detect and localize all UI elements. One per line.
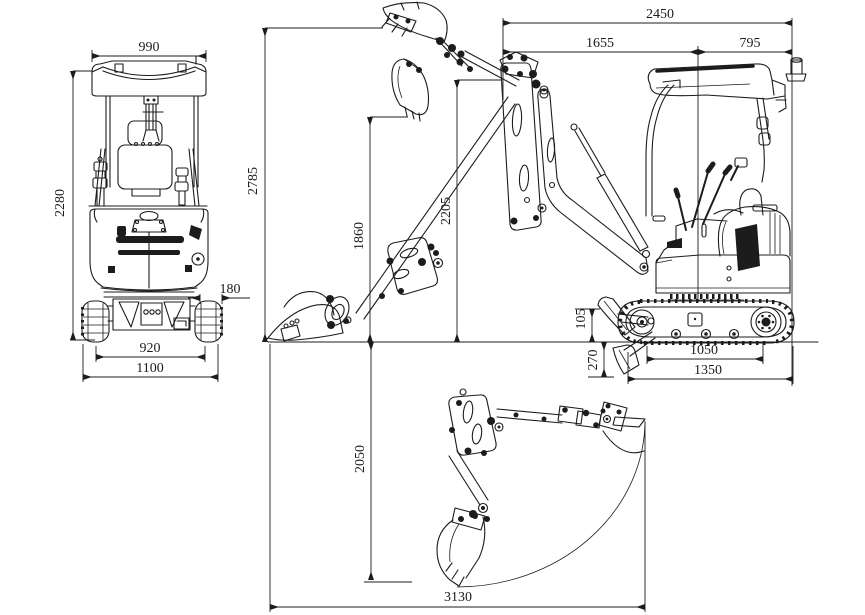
side-dimensions [265, 18, 793, 612]
dim-label-max-dig-depth: 2050 [353, 445, 368, 473]
dim-label-overall-track-width: 1100 [136, 361, 164, 376]
bucket-max-reach [599, 402, 645, 453]
dim-label-overall-length: 2450 [646, 7, 674, 22]
side-frame [656, 255, 790, 300]
underground-arm-right [497, 406, 611, 428]
dim-label-track-shoe-width: 180 [219, 282, 241, 297]
dim-label-blade-lift-height: 105 [574, 308, 589, 330]
front-canopy-posts [106, 96, 198, 187]
front-track-right [195, 301, 222, 342]
front-canopy [92, 56, 206, 96]
control-levers [676, 158, 747, 230]
engine-hood [718, 207, 790, 271]
front-undercarriage [104, 292, 195, 330]
front-track-left [82, 301, 109, 342]
dim-label-overall-height: 2280 [53, 189, 68, 217]
side-canopy [646, 58, 806, 221]
dim-label-track-overall-length: 1350 [694, 363, 722, 378]
dim-label-tail-length: 795 [739, 36, 761, 51]
operator-seat [714, 189, 777, 215]
dim-label-front-section-length: 1655 [586, 36, 614, 51]
front-boom-cylinder [143, 96, 163, 141]
dim-label-pin-height: 2205 [439, 197, 454, 225]
front-hand-rails [95, 149, 199, 206]
bucket-dump-position [382, 2, 447, 42]
boom-cylinder [571, 124, 650, 258]
dim-label-blade-cut-depth: 270 [586, 349, 601, 371]
front-joystick-right [175, 168, 188, 205]
dozer-blade-lowered [613, 332, 655, 374]
reach-arm [320, 97, 515, 329]
dim-label-canopy-width: 990 [138, 40, 160, 55]
dim-label-track-gauge: 920 [139, 341, 161, 356]
dim-label-track-ground-length: 1050 [690, 343, 718, 358]
underground-arm-down [449, 451, 490, 530]
dozer-blade-raised [598, 297, 654, 335]
front-body [90, 209, 208, 291]
boom [538, 89, 648, 274]
dim-label-max-dump-height: 2785 [246, 167, 261, 195]
bucket-linkage [436, 37, 473, 72]
front-dimensions [70, 50, 250, 382]
front-view [70, 50, 250, 382]
dim-label-max-dig-reach: 3130 [444, 590, 472, 605]
dimension-labels [53, 7, 761, 605]
bucket-curl-position [392, 59, 429, 121]
side-view [264, 2, 818, 612]
dim-label-bucket-pivot-height: 1860 [352, 222, 367, 250]
underground-knuckle [449, 389, 503, 456]
